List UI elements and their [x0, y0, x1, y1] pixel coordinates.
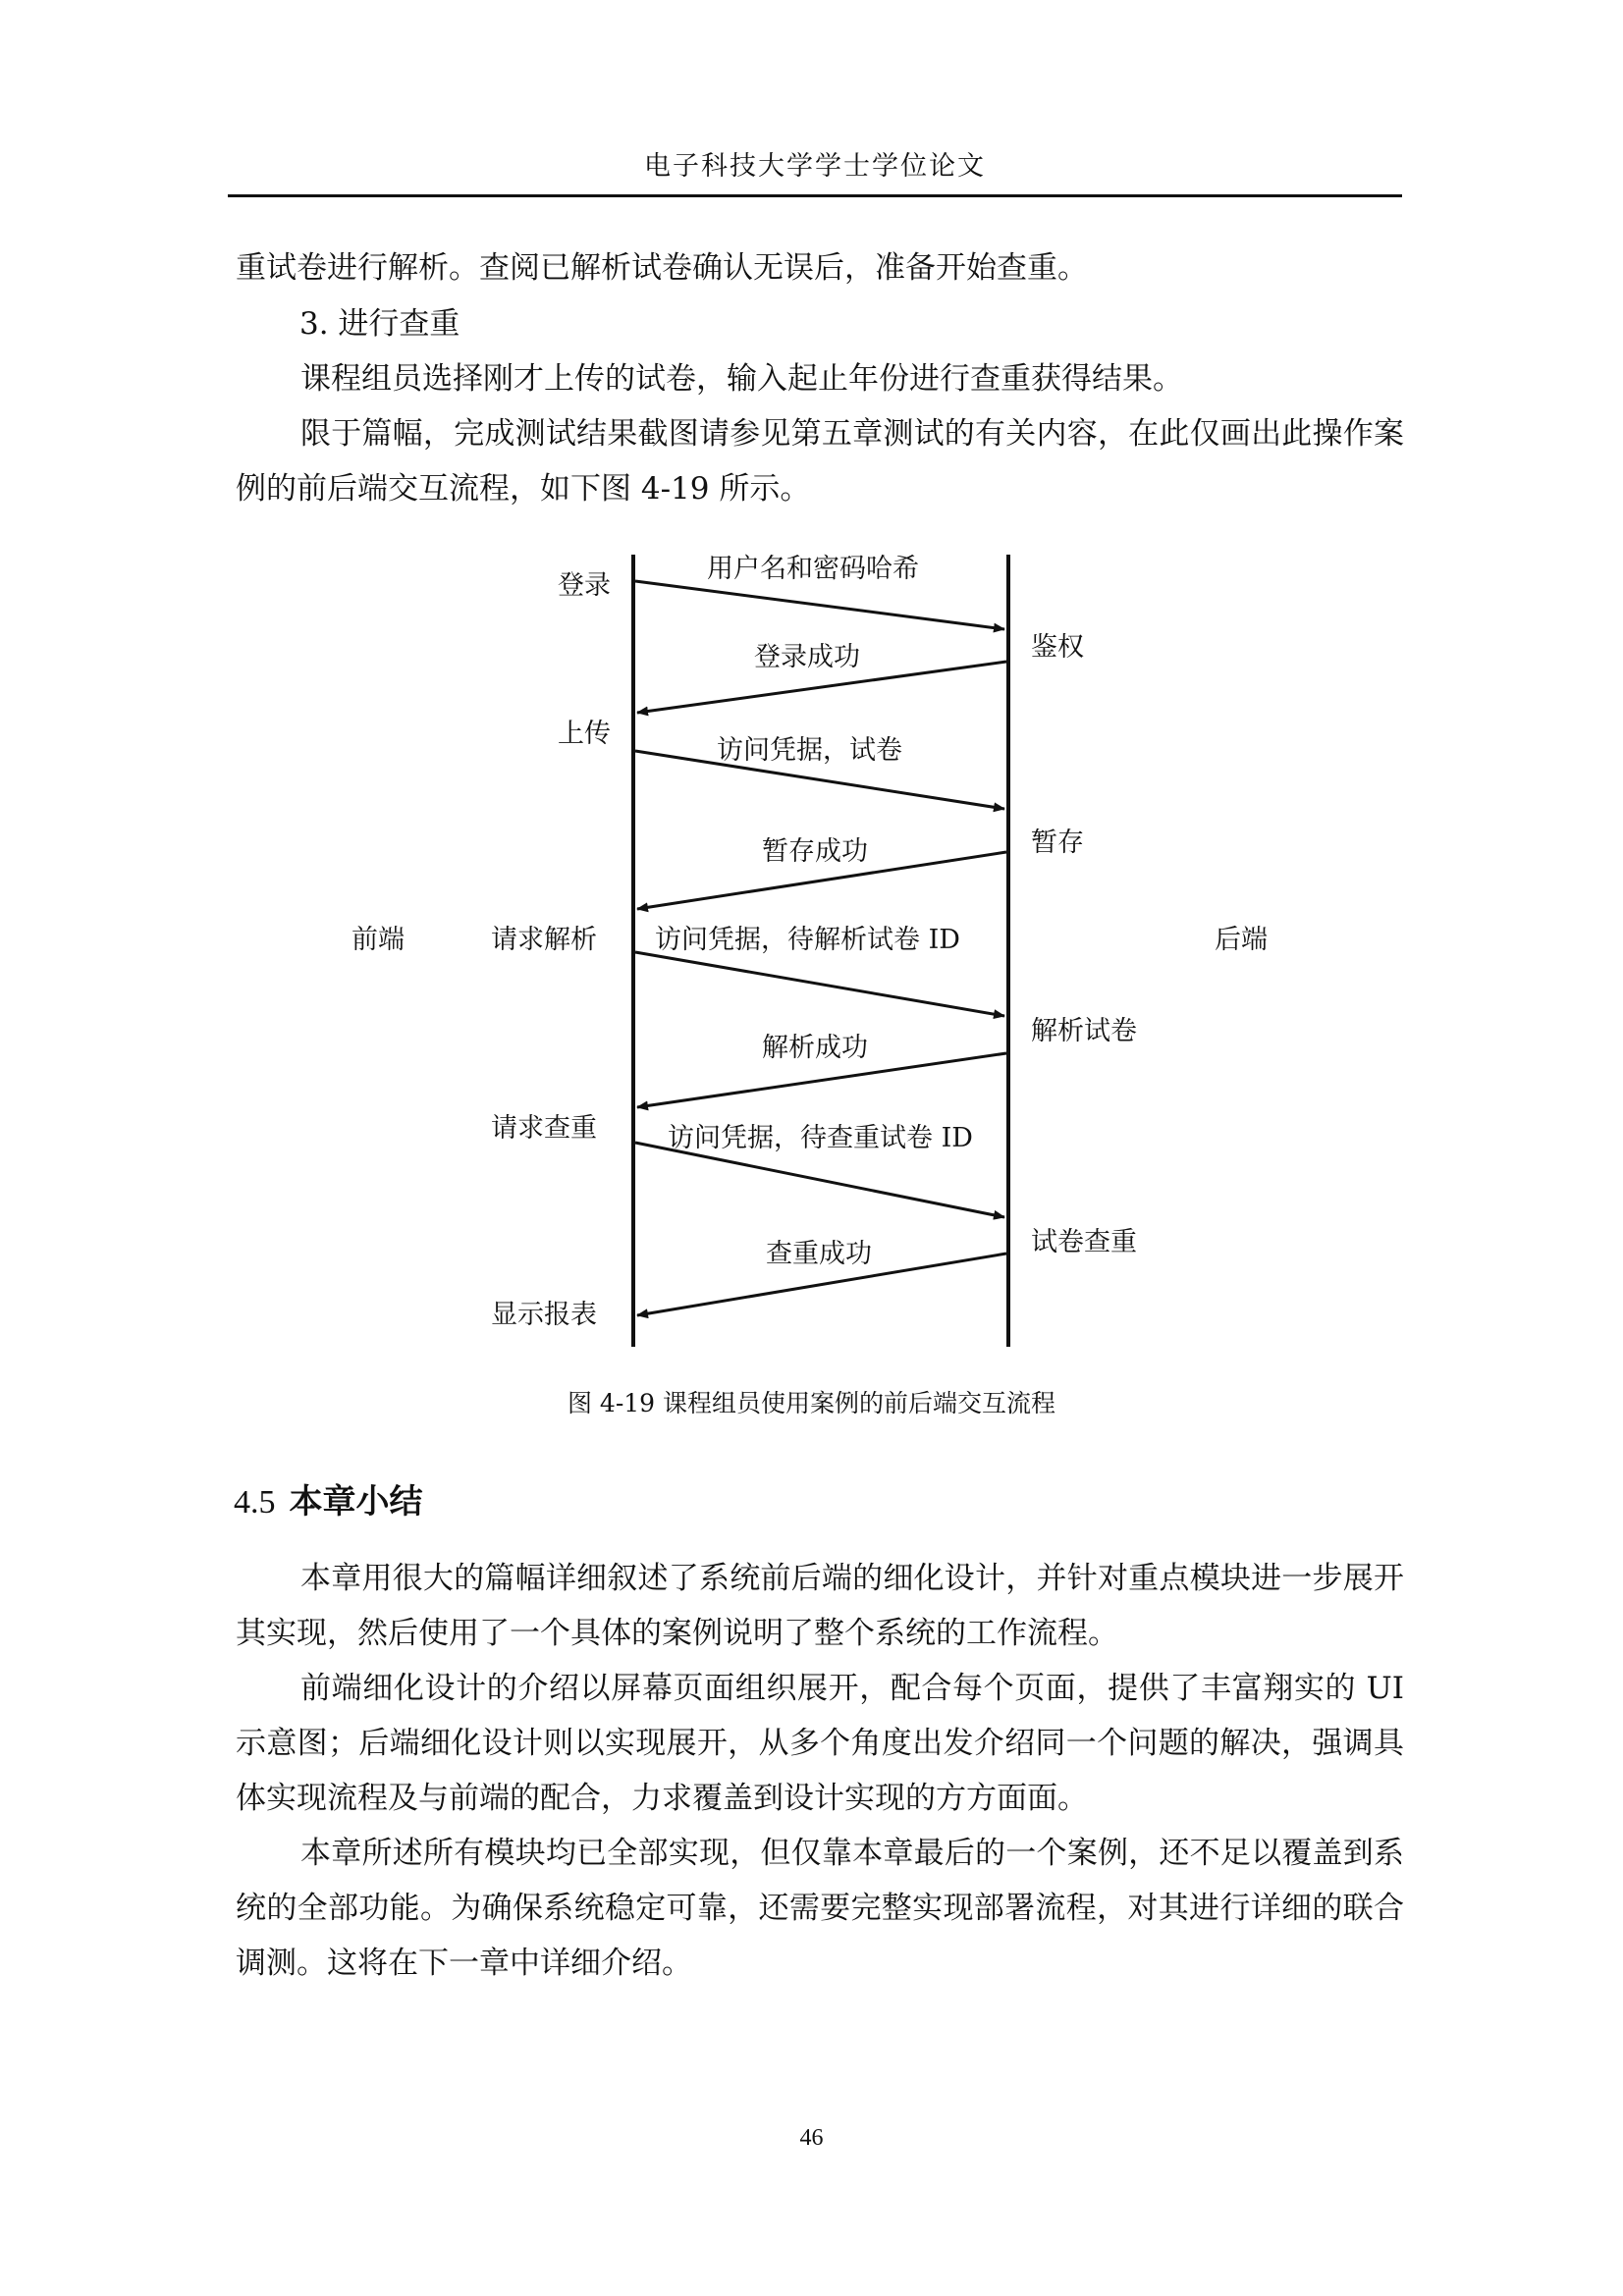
message-label: 访问凭据，试卷 — [717, 735, 902, 766]
section-number: 4.5 — [234, 1484, 276, 1521]
front-action-request-parse: 请求解析 — [491, 925, 597, 955]
lane-label-frontend: 前端 — [352, 925, 405, 955]
message-arrow — [635, 581, 1004, 629]
back-action-parse: 解析试卷 — [1031, 1016, 1137, 1046]
message-label: 用户名和密码哈希 — [707, 554, 919, 584]
message-label: 登录成功 — [754, 642, 860, 672]
page-number: 46 — [799, 2125, 824, 2151]
front-action-upload: 上传 — [558, 719, 611, 749]
back-action-store: 暂存 — [1031, 828, 1084, 858]
message-label: 访问凭据，待解析试卷 ID — [655, 925, 960, 955]
back-action-auth: 鉴权 — [1031, 632, 1084, 663]
message-arrow — [635, 952, 1004, 1016]
message-arrow — [635, 1143, 1004, 1217]
front-action-request-check: 请求查重 — [491, 1113, 597, 1144]
list-item-3: 3. 进行查重 — [299, 306, 460, 342]
message-label: 暂存成功 — [762, 836, 868, 867]
running-header: 电子科技大学学士学位论文 — [644, 151, 986, 182]
back-action-check: 试卷查重 — [1031, 1227, 1137, 1257]
section-heading — [234, 1477, 423, 1527]
message-label: 访问凭据，待查重试卷 ID — [668, 1123, 973, 1153]
figure-caption: 图 4-19 课程组员使用案例的前后端交互流程 — [567, 1389, 1056, 1417]
paragraph-continuation: 重试卷进行解析。查阅已解析试卷确认无误后，准备开始查重。 — [236, 250, 1088, 286]
front-action-login: 登录 — [558, 570, 611, 601]
section-title: 本章小结 — [289, 1482, 423, 1522]
message-label: 查重成功 — [766, 1239, 872, 1269]
paragraph-course-member: 课程组员选择刚才上传的试卷，输入起止年份进行查重获得结果。 — [300, 361, 1183, 397]
summary-paragraph-3: 本章所述所有模块均已全部实现，但仅靠本章最后的一个案例，还不足以覆盖到系统的全部功能。为确保系统稳定可靠，还需要完整实现部署流程，对其进行详细的联合调测。这将在下一章中详细介绍。 — [236, 1836, 1404, 1981]
lane-label-backend: 后端 — [1215, 925, 1268, 955]
summary-paragraph-2: 前端细化设计的介绍以屏幕页面组织展开，配合每个页面，提供了丰富翔实的 UI 示意图；后端细化设计则以实现展开，从多个角度出发介绍同一个问题的解决，强调具体实现流程及与前端的配合，力求覆盖到设计实现的方方面面。 — [236, 1671, 1404, 1816]
paragraph-space-limit: 限于篇幅，完成测试结果截图请参见第五章测试的有关内容，在此仅画出此操作案例的前后端交互流程，如下图 4-19 所示。 — [236, 416, 1404, 507]
front-action-show-report: 显示报表 — [491, 1300, 597, 1330]
summary-paragraph-1: 本章用很大的篇幅详细叙述了系统前后端的细化设计，并针对重点模块进一步展开其实现，然后使用了一个具体的案例说明了整个系统的工作流程。 — [236, 1561, 1404, 1651]
message-label: 解析成功 — [762, 1033, 868, 1063]
